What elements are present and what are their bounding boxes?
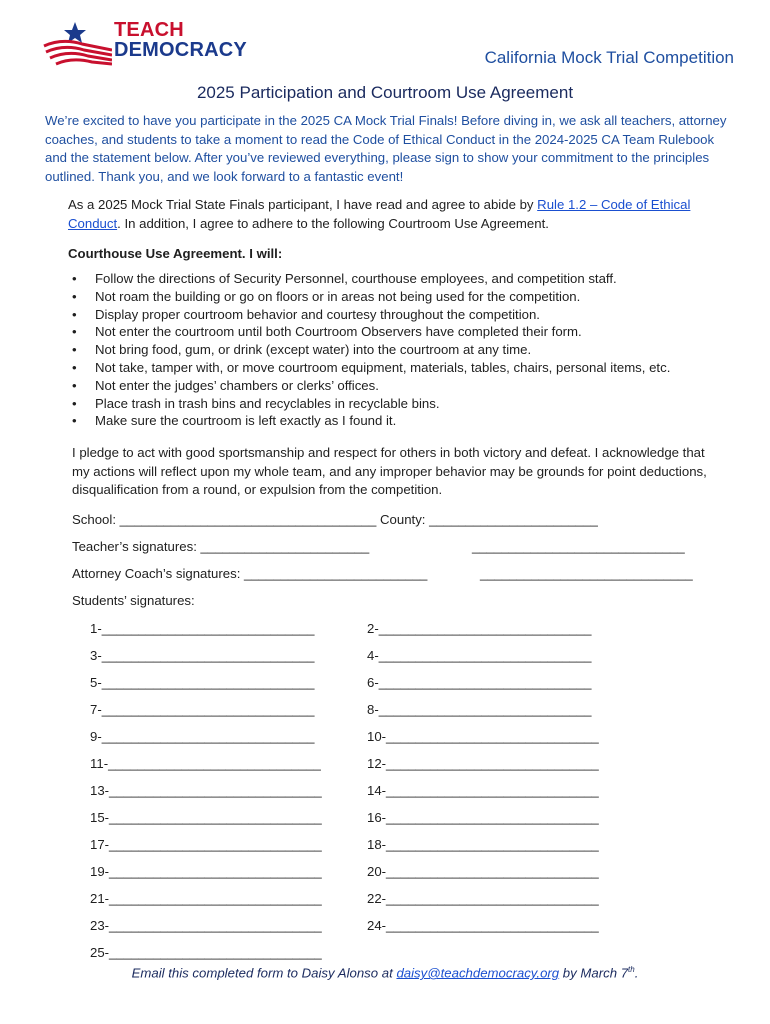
student-signature-13[interactable]: 13-_____________________________ xyxy=(90,783,322,798)
list-item xyxy=(70,377,740,395)
footer-text-after: by March 7 xyxy=(559,965,629,981)
rule-text: Not take, tamper with, or move courtroom equipment, materials, tables, chairs, personal items, etc. xyxy=(95,359,671,375)
student-signature-16[interactable]: 16-_____________________________ xyxy=(367,810,599,825)
student-signature-2[interactable]: 2-_____________________________ xyxy=(367,621,592,636)
list-item xyxy=(70,306,740,324)
rule-text: Not enter the judges’ chambers or clerks’ offices. xyxy=(95,377,379,393)
rule-text: Place trash in trash bins and recyclables in recyclable bins. xyxy=(95,395,440,411)
courthouse-heading: Courthouse Use Agreement. I will: xyxy=(68,246,283,261)
student-signature-18[interactable]: 18-_____________________________ xyxy=(367,837,599,852)
student-signature-1[interactable]: 1-_____________________________ xyxy=(90,621,315,636)
student-signature-8[interactable]: 8-_____________________________ xyxy=(367,702,592,717)
student-signature-19[interactable]: 19-_____________________________ xyxy=(90,864,322,879)
bullet-icon: • xyxy=(72,413,77,429)
pledge-paragraph-2: I pledge to act with good sportsmanship and respect for others in both victory and defeat. I acknowledge that my actions will reflect upon my whole team, and any improper behavior may be grounds for point deductions, disqualification from a round, or expulsion from the competition. xyxy=(72,445,707,497)
student-signature-14[interactable]: 14-_____________________________ xyxy=(367,783,599,798)
logo-democracy-text: DEMOCRACY xyxy=(114,39,247,61)
logo-wordmark xyxy=(114,20,247,60)
list-item xyxy=(70,288,740,306)
email-link[interactable]: daisy@teachdemocracy.org xyxy=(396,965,560,981)
rule-text: Not enter the courtroom until both Courtroom Observers have completed their form. xyxy=(95,324,582,340)
list-item xyxy=(70,341,740,359)
bullet-icon: • xyxy=(72,271,77,286)
list-item xyxy=(70,323,740,341)
students-signatures-label: Students’ signatures: xyxy=(72,593,195,608)
student-signature-7[interactable]: 7-_____________________________ xyxy=(90,702,315,717)
school-field[interactable]: School: ___________________________________ xyxy=(72,512,377,527)
pledge1-text-before: As a 2025 Mock Trial State Finals participant, I have read and agree to abide by xyxy=(68,197,538,212)
student-signature-11[interactable]: 11-_____________________________ xyxy=(90,756,321,771)
list-item xyxy=(70,412,740,430)
bullet-icon: • xyxy=(72,342,77,358)
student-signature-10[interactable]: 10-_____________________________ xyxy=(367,729,599,744)
footer-text-end: . xyxy=(634,965,639,981)
page-title: 2025 Participation and Courtroom Use Agreement xyxy=(196,83,574,102)
rule-text: Display proper courtroom behavior and courtesy throughout the competition. xyxy=(95,306,540,322)
bullet-icon: • xyxy=(72,377,77,393)
teacher-signature-field-2[interactable]: _____________________________ xyxy=(472,539,685,554)
student-signature-23[interactable]: 23-_____________________________ xyxy=(90,918,322,933)
rule-1-2-link[interactable]: Rule 1.2 – Code of Ethical Conduct xyxy=(68,197,691,231)
rule-text: Follow the directions of Security Personnel, courthouse employees, and competition staff. xyxy=(95,271,617,286)
logo-teach-text: TEACH xyxy=(114,19,184,41)
rule-text: Make sure the courtroom is left exactly as I found it. xyxy=(95,413,397,429)
list-item xyxy=(70,359,740,377)
competition-title: California Mock Trial Competition xyxy=(484,48,734,67)
student-signature-21[interactable]: 21-_____________________________ xyxy=(90,891,322,906)
rule-text: Not roam the building or go on floors or in areas not being used for the competition. xyxy=(95,288,581,304)
rule-text: Not bring food, gum, or drink (except water) into the courtroom at any time. xyxy=(95,342,532,358)
student-signature-6[interactable]: 6-_____________________________ xyxy=(367,675,592,690)
student-signature-24[interactable]: 24-_____________________________ xyxy=(367,918,599,933)
student-signature-15[interactable]: 15-_____________________________ xyxy=(90,810,322,825)
teach-democracy-logo xyxy=(42,20,262,68)
county-field[interactable]: County: _______________________ xyxy=(380,512,598,527)
student-signature-4[interactable]: 4-_____________________________ xyxy=(367,648,592,663)
footer-instructions xyxy=(0,965,770,980)
bullet-icon: • xyxy=(72,324,77,340)
student-signature-12[interactable]: 12-_____________________________ xyxy=(367,756,599,771)
student-signature-17[interactable]: 17-_____________________________ xyxy=(90,837,322,852)
bullet-icon: • xyxy=(72,306,77,322)
list-item xyxy=(70,270,740,288)
student-signature-9[interactable]: 9-_____________________________ xyxy=(90,729,315,744)
intro-paragraph: We’re excited to have you participate in the 2025 CA Mock Trial Finals! Before diving in, we ask all teachers, attorney coaches, and students to take a moment to read the Code of Ethical Conduct in the 2024-2025 CA Team Rulebook and the statement below. After you’ve reviewed everything, please sign to show your commitment to the principles outlined. Thank you, and we look forward to a fantastic event! xyxy=(45,113,727,184)
flag-star-icon xyxy=(42,20,112,68)
teacher-signature-field[interactable]: Teacher’s signatures: _______________________ xyxy=(72,539,370,554)
footer-text-before: Email this completed form to Daisy Alonso at xyxy=(131,965,397,981)
pledge-paragraph-1 xyxy=(68,196,718,233)
attorney-signature-field-2[interactable]: _____________________________ xyxy=(480,566,693,581)
student-signature-25[interactable]: 25-_____________________________ xyxy=(90,945,322,960)
bullet-icon: • xyxy=(72,359,77,375)
bullet-icon: • xyxy=(72,288,77,304)
student-signature-22[interactable]: 22-_____________________________ xyxy=(367,891,599,906)
pledge1-text-after: . In addition, I agree to adhere to the following Courtroom Use Agreement. xyxy=(117,215,549,231)
courthouse-rules-list xyxy=(70,270,740,430)
bullet-icon: • xyxy=(72,395,77,411)
list-item xyxy=(70,395,740,413)
student-signature-20[interactable]: 20-_____________________________ xyxy=(367,864,599,879)
student-signature-5[interactable]: 5-_____________________________ xyxy=(90,675,315,690)
student-signature-3[interactable]: 3-_____________________________ xyxy=(90,648,315,663)
attorney-signature-field[interactable]: Attorney Coach’s signatures: _________________________ xyxy=(72,566,428,581)
footer-superscript: th xyxy=(628,965,635,974)
